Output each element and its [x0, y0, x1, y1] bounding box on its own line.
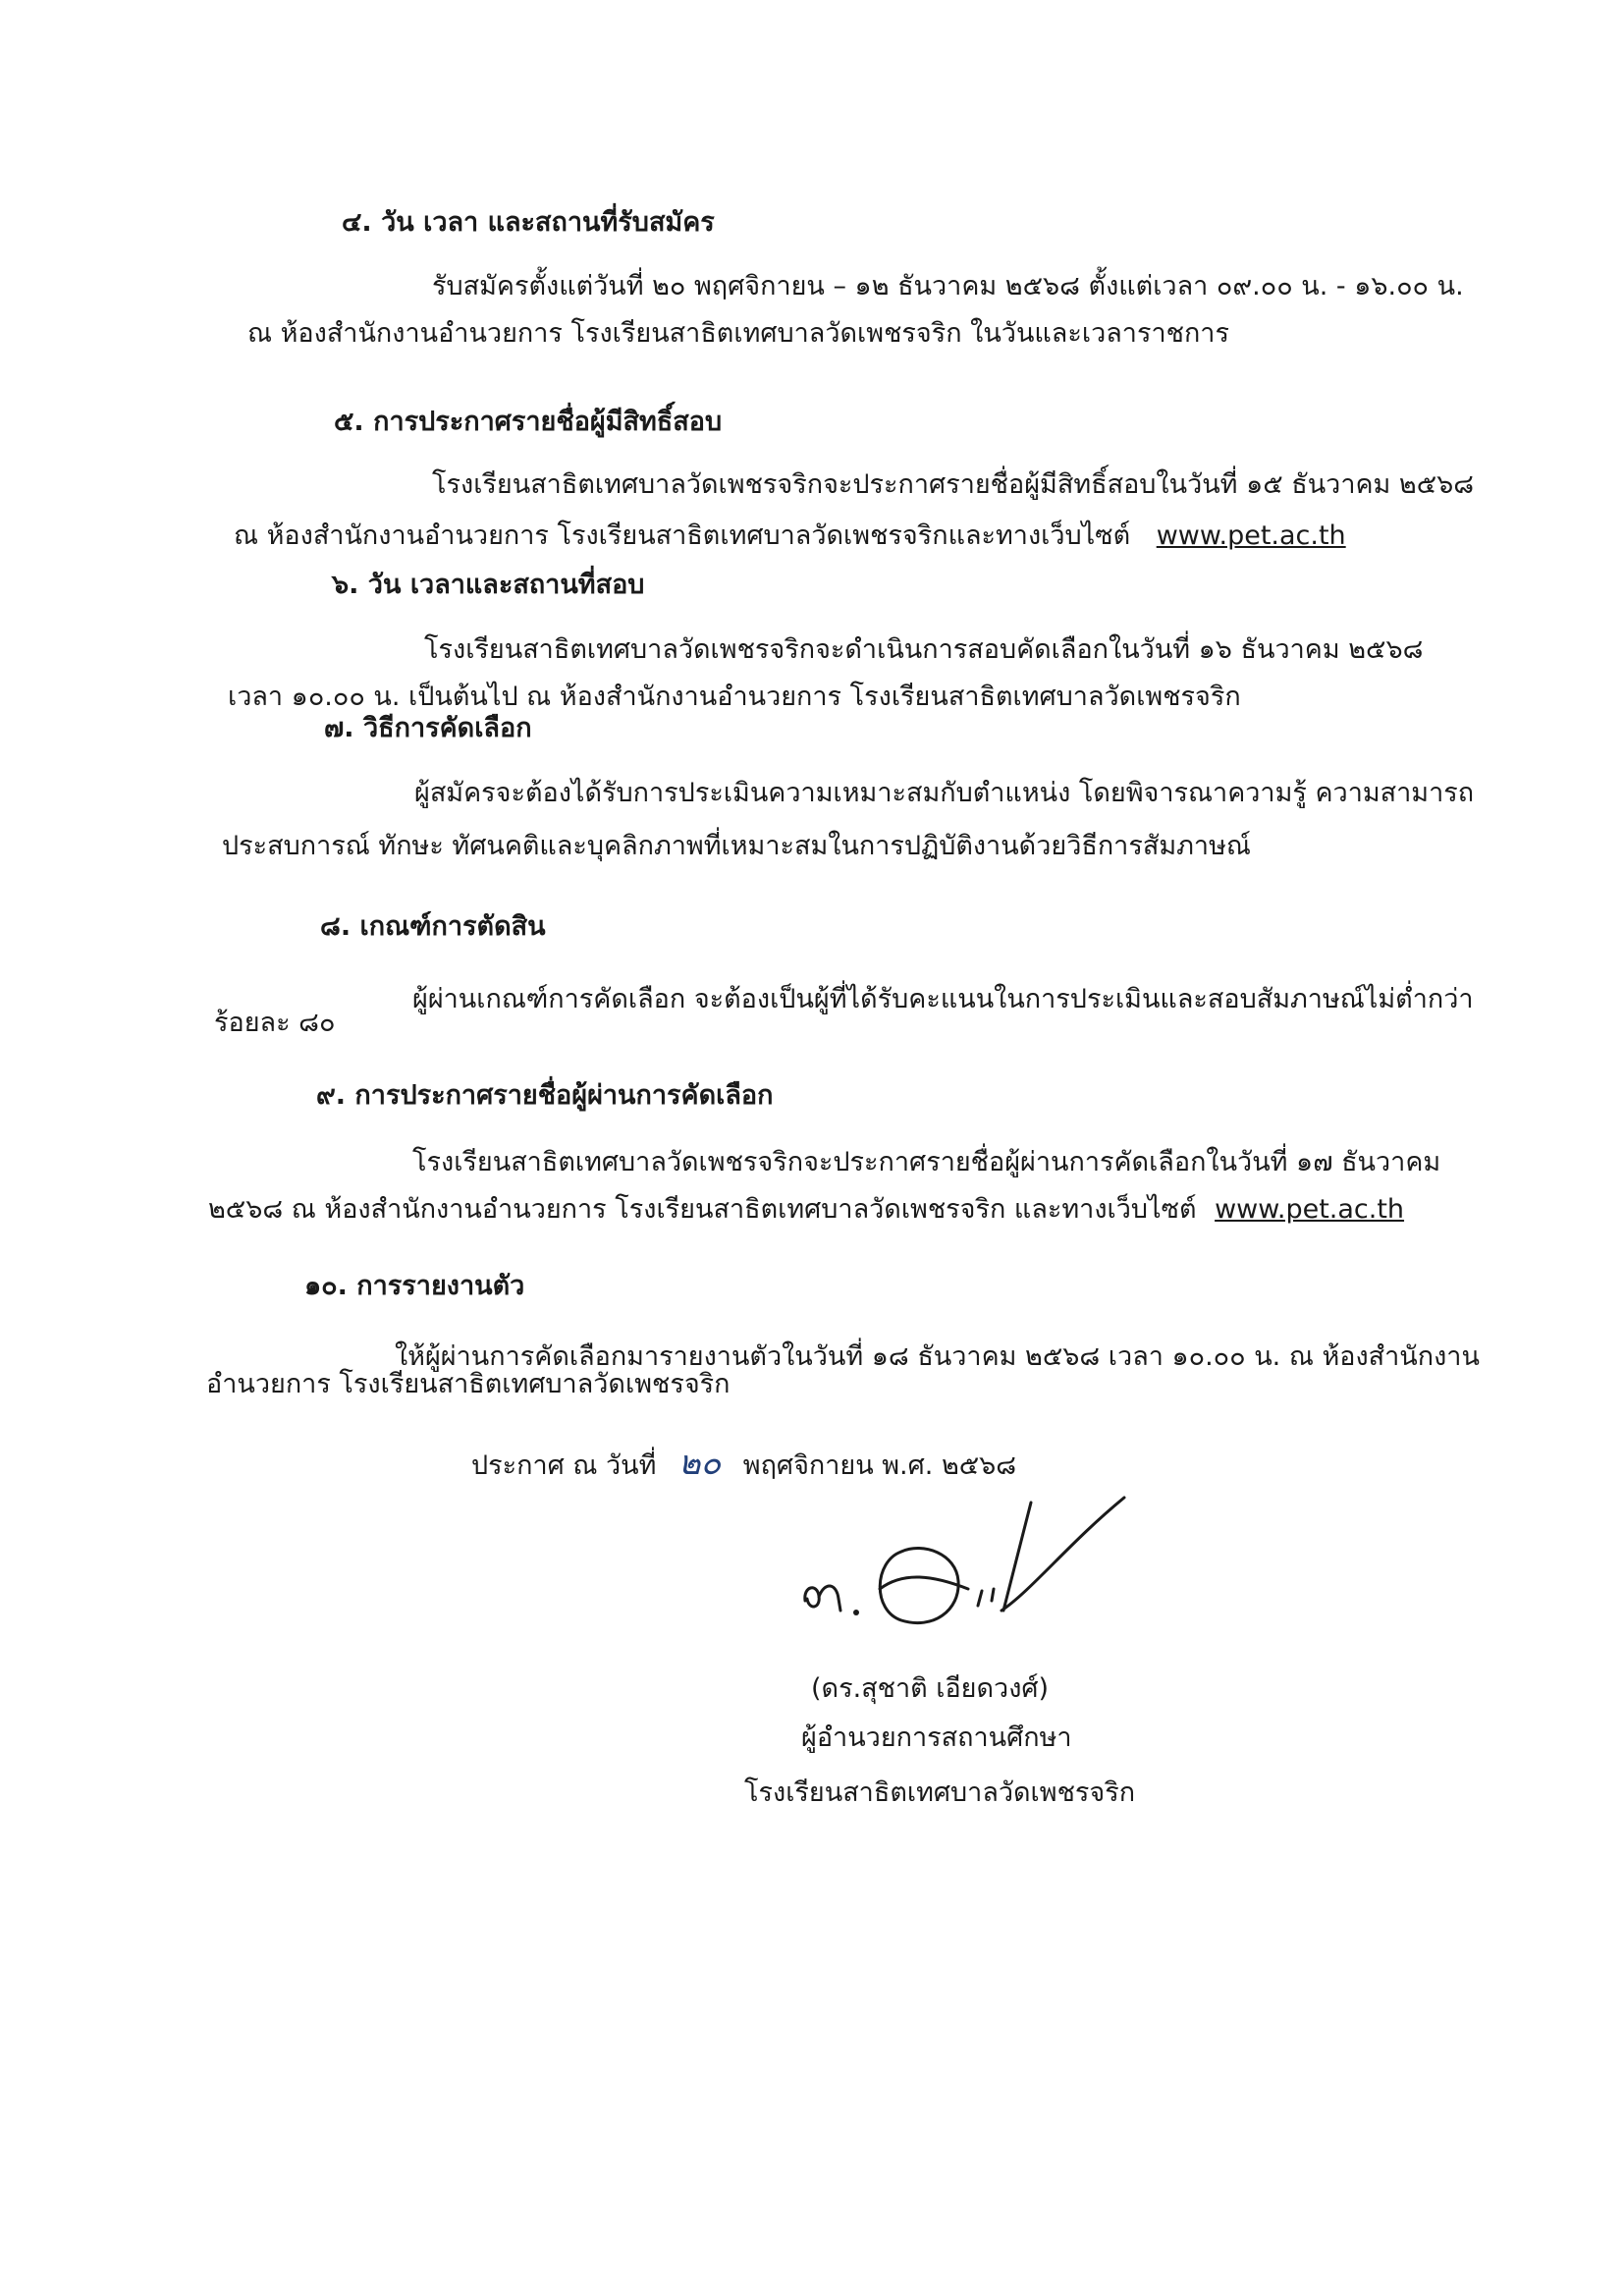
- website-link[interactable]: www.pet.ac.th: [1156, 520, 1346, 551]
- section-7-line-1: ผู้สมัครจะต้องได้รับการประเมินความเหมาะสมกับตำแหน่ง โดยพิจารณาความรู้ ความสามารถ: [414, 778, 1475, 808]
- section-6-heading: ๖. วัน เวลาและสถานที่สอบ: [332, 570, 645, 600]
- website-link-2[interactable]: www.pet.ac.th: [1215, 1194, 1405, 1225]
- section-6-line-2: เวลา ๑๐.๐๐ น. เป็นต้นไป ณ ห้องสำนักงานอำนวยการ โรงเรียนสาธิตเทศบาลวัดเพชรจริก: [228, 682, 1241, 712]
- section-9-heading: ๙. การประกาศรายชื่อผู้ผ่านการคัดเลือก: [316, 1080, 774, 1111]
- section-10-line-2: อำนวยการ โรงเรียนสาธิตเทศบาลวัดเพชรจริก: [206, 1369, 731, 1399]
- section-8-line-1: ผู้ผ่านเกณฑ์การคัดเลือก จะต้องเป็นผู้ที่ได้รับคะแนนในการประเมินและสอบสัมภาษณ์ไม่ต่ำกว่า: [412, 984, 1474, 1014]
- signer-name: (ดร.สุชาติ เอียดวงศ์): [811, 1673, 1050, 1704]
- section-7-line-2: ประสบการณ์ ทักษะ ทัศนคติและบุคลิกภาพที่เหมาะสมในการปฏิบัติงานด้วยวิธีการสัมภาษณ์: [222, 831, 1251, 861]
- section-5-line-1: โรงเรียนสาธิตเทศบาลวัดเพชรจริกจะประกาศรายชื่อผู้มีสิทธิ์สอบในวันที่ ๑๕ ธันวาคม ๒๕๖๘: [432, 469, 1475, 500]
- section-10-line-1: ให้ผู้ผ่านการคัดเลือกมารายงานตัวในวันที่ ๑๘ ธันวาคม ๒๕๖๘ เวลา ๑๐.๐๐ น. ณ ห้องสำนักงาน: [395, 1341, 1480, 1372]
- announce-prefix: ประกาศ ณ วันที่: [471, 1450, 657, 1481]
- section-10-heading: ๑๐. การรายงานตัว: [304, 1271, 525, 1301]
- section-8-line-2: ร้อยละ ๘๐: [214, 1008, 336, 1038]
- section-4-heading: ๔. วัน เวลา และสถานที่รับสมัคร: [342, 207, 715, 238]
- section-5-line-2: [234, 517, 1346, 556]
- section-9-line-2: [208, 1190, 1404, 1230]
- signature-image: [785, 1473, 1159, 1669]
- announce-day: ๒๐: [678, 1444, 722, 1483]
- announce-suffix: พฤศจิกายน พ.ศ. ๒๕๖๘: [742, 1450, 1017, 1481]
- section-9-line-2-text: ๒๕๖๘ ณ ห้องสำนักงานอำนวยการ โรงเรียนสาธิตเทศบาลวัดเพชรจริก และทางเว็บไซต์: [208, 1194, 1197, 1225]
- signer-org: โรงเรียนสาธิตเทศบาลวัดเพชรจริก: [744, 1777, 1136, 1808]
- section-8-heading: ๘. เกณฑ์การตัดสิน: [320, 911, 546, 942]
- section-4-line-2: ณ ห้องสำนักงานอำนวยการ โรงเรียนสาธิตเทศบาลวัดเพชรจริก ในวันและเวลาราชการ: [247, 318, 1229, 349]
- section-6-line-1: โรงเรียนสาธิตเทศบาลวัดเพชรจริกจะดำเนินการสอบคัดเลือกในวันที่ ๑๖ ธันวาคม ๒๕๖๘: [424, 634, 1424, 665]
- section-7-heading: ๗. วิธีการคัดเลือก: [324, 713, 532, 743]
- section-5-heading: ๕. การประกาศรายชื่อผู้มีสิทธิ์สอบ: [334, 407, 723, 437]
- section-9-line-1: โรงเรียนสาธิตเทศบาลวัดเพชรจริกจะประกาศรายชื่อผู้ผ่านการคัดเลือกในวันที่ ๑๗ ธันวาคม: [412, 1147, 1441, 1177]
- section-4-line-1: รับสมัครตั้งแต่วันที่ ๒๐ พฤศจิกายน – ๑๒ ธันวาคม ๒๕๖๘ ตั้งแต่เวลา ๐๙.๐๐ น. - ๑๖.๐๐ น.: [432, 271, 1464, 301]
- signer-title: ผู้อำนวยการสถานศึกษา: [801, 1722, 1072, 1753]
- section-5-line-2-text: ณ ห้องสำนักงานอำนวยการ โรงเรียนสาธิตเทศบาลวัดเพชรจริกและทางเว็บไซต์: [234, 520, 1131, 551]
